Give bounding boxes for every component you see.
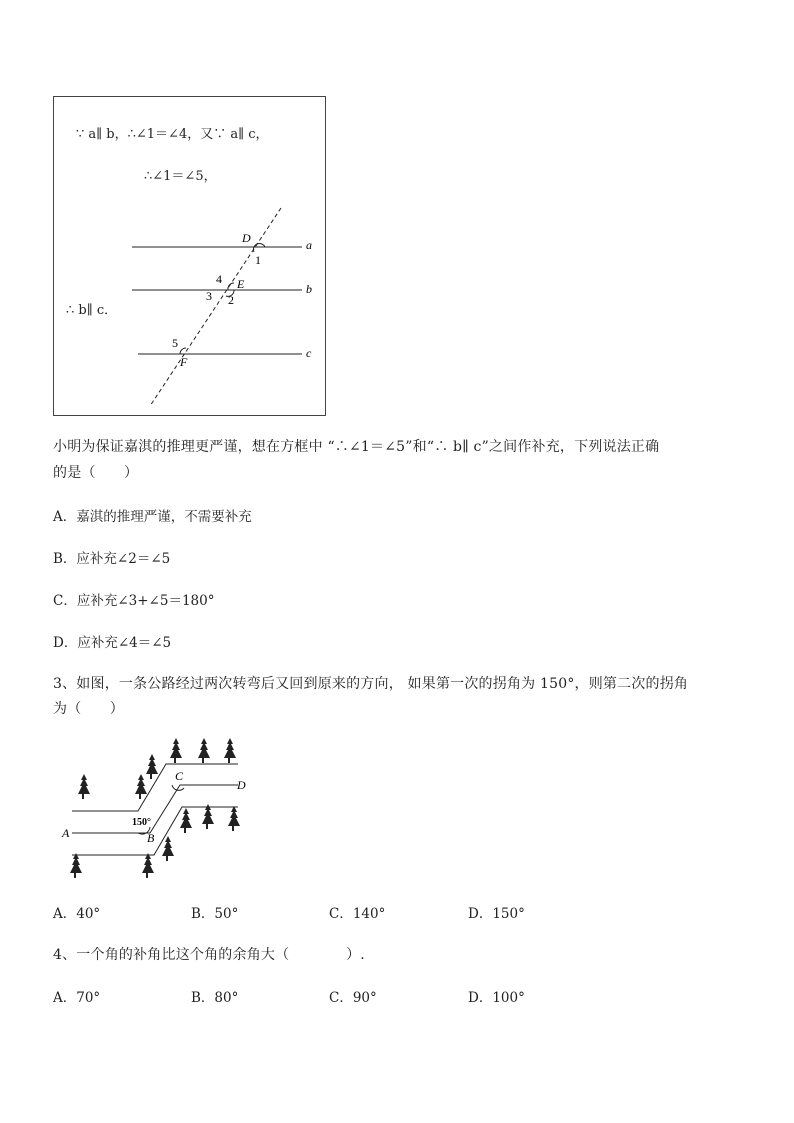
proof-line-2: ∴∠1＝∠5，: [144, 169, 217, 184]
label-E: E: [237, 277, 245, 291]
label-4: 4: [216, 272, 222, 286]
q3-option-b[interactable]: B．50°: [191, 906, 239, 922]
q4-option-d[interactable]: D．100°: [468, 990, 525, 1006]
tree-icon: [162, 836, 174, 861]
label-B: B: [147, 831, 155, 845]
label-a: a: [306, 238, 312, 252]
q2-option-d[interactable]: D．应补充∠4＝∠5: [53, 635, 172, 651]
q2-stem-line-1: 小明为保证嘉淇的推理更严谨，想在方框中 “∴∠1＝∠5”和“∴ b∥ c”之间作补充，下列说法正确: [53, 439, 660, 455]
tree-icon: [170, 738, 182, 763]
transversal: [150, 208, 281, 406]
q3-option-a[interactable]: A．40°: [53, 906, 101, 922]
parallel-lines-figure: [124, 202, 324, 412]
label-F: F: [180, 355, 188, 369]
q3-option-d[interactable]: D．150°: [468, 906, 525, 922]
q4-option-a[interactable]: A．70°: [53, 990, 101, 1006]
road-edge-bottom: [72, 807, 238, 855]
q2-option-a[interactable]: A．嘉淇的推理严谨，不需要补充: [53, 509, 252, 525]
q2-option-c[interactable]: C．应补充∠3+∠5＝180°: [53, 593, 215, 609]
q4-option-b[interactable]: B．80°: [191, 990, 239, 1006]
q3-stem-line-1: 3、如图，一条公路经过两次转弯后又回到原来的方向， 如果第一次的拐角为 150°，则第二次的拐角: [53, 676, 689, 692]
angle-arc-1: [253, 243, 265, 252]
tree-icon: [180, 808, 192, 833]
road-figure: [58, 736, 258, 882]
tree-icon: [146, 754, 158, 779]
q2-stem-line-2: 的是（ ）: [53, 465, 139, 481]
tree-icon: [78, 774, 90, 799]
tree-icon: [135, 774, 147, 799]
tree-icon: [228, 806, 240, 831]
label-b: b: [306, 282, 312, 296]
road-edge-middle: [72, 785, 238, 833]
label-c: c: [306, 346, 312, 360]
label-2: 2: [228, 293, 234, 307]
tree-icon: [224, 738, 236, 763]
label-150: 150°: [132, 817, 151, 828]
label-A: A: [62, 826, 70, 840]
tree-icon: [198, 738, 210, 763]
angle-arc-5: [180, 348, 186, 354]
tree-icon-group: [70, 738, 240, 878]
proof-line-3: ∴ b∥ c．: [66, 303, 118, 318]
q4-option-c[interactable]: C．90°: [329, 990, 377, 1006]
tree-icon: [70, 853, 82, 878]
angle-arc-4: [228, 283, 234, 290]
label-D: D: [237, 778, 246, 792]
label-D: D: [242, 231, 251, 245]
label-3: 3: [206, 289, 212, 303]
q3-option-c[interactable]: C．140°: [329, 906, 386, 922]
proof-line-1: ∵ a∥ b，∴∠1＝∠4，又∵ a∥ c，: [76, 127, 269, 142]
tree-icon: [202, 804, 214, 829]
q4-stem: 4、一个角的补角比这个角的余角大（ ）.: [53, 947, 365, 963]
proof-box: [53, 96, 326, 416]
label-5: 5: [172, 336, 178, 350]
label-1: 1: [255, 253, 261, 267]
tree-icon: [142, 853, 154, 878]
q2-option-b[interactable]: B．应补充∠2＝∠5: [53, 551, 171, 567]
label-C: C: [175, 769, 184, 783]
q3-stem-line-2: 为（ ）: [53, 701, 124, 717]
